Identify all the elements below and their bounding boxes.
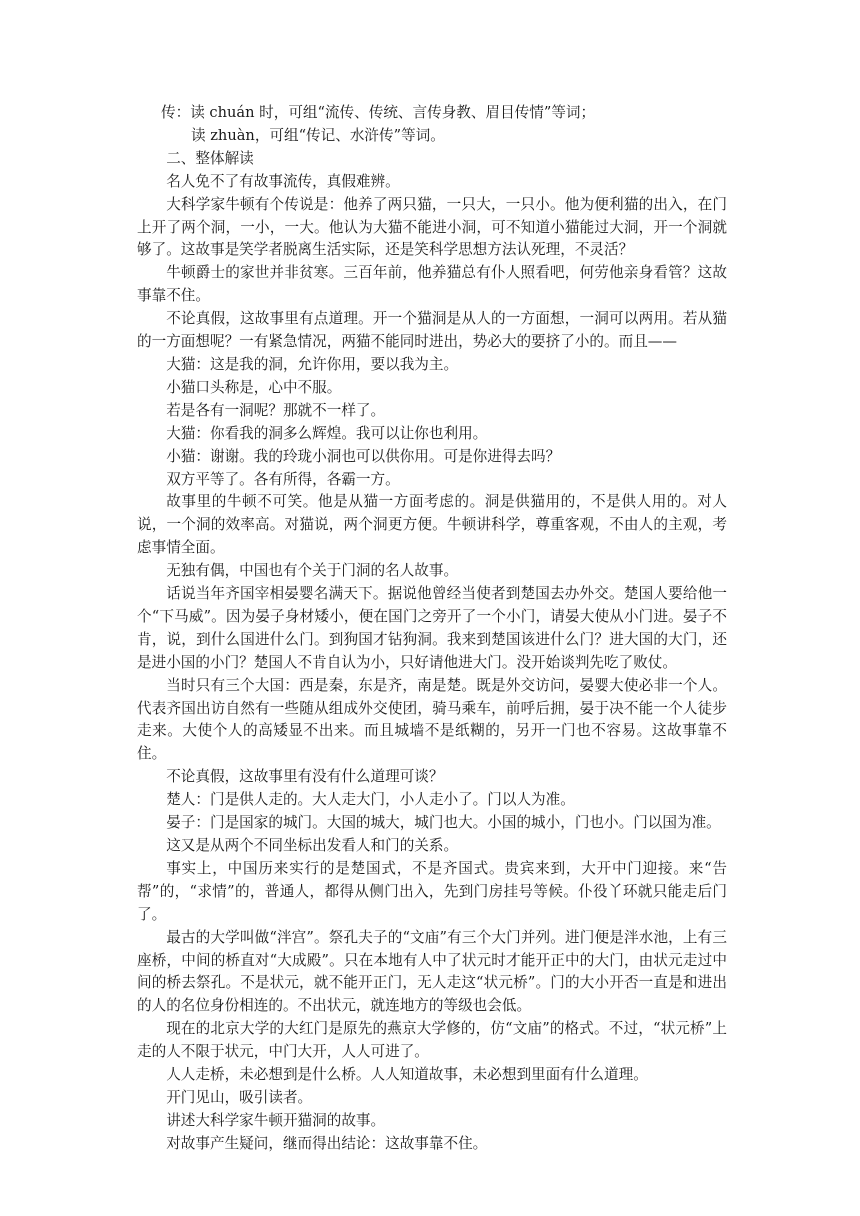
paragraph: 若是各有一洞呢？那就不一样了。 [166,401,386,419]
paragraph: 最古的大学叫做“泮宫”。祭孔夫子的“文庙”有三个大门并列。进门便是泮水池，上有三座桥，中间的桥直对“大成殿”。只在本地有人中了状元时才能开正中的大门，由状元走过中间的桥去祭孔。不是状元，就不能开正门，无人走这“状元桥”。门的大小开否一直是和进出的人的名位身份相连的。不出状元，就连地方的等级也会低。 [137,928,727,1015]
paragraph: 事实上，中国历来实行的是楚国式，不是齐国式。贵宾来到，大开中门迎接。来“告帮”的，“求情”的，普通人，都得从侧门出入，先到门房挂号等候。仆役丫环就只能走后门了。 [137,859,727,923]
paragraph: 当时只有三个大国：西是秦，东是齐，南是楚。既是外交访问，晏婴大使必非一个人。代表齐国出访自然有一些随从组成外交使团，骑马乘车，前呼后拥，晏于决不能一个人徒步走来。大使个人的高矮显不出来。而且城墙不是纸糊的，另开一门也不容易。这故事靠不住。 [137,676,727,763]
paragraph: 人人走桥，未必想到是什么桥。人人知道故事，未必想到里面有什么道理。 [166,1066,648,1084]
paragraph: 不论真假，这故事里有没有什么道理可谈？ [166,768,444,786]
paragraph: 牛顿爵士的家世并非贫寒。三百年前，他养猫总有仆人照看吧，何劳他亲身看管？这故事靠不住。 [137,264,727,305]
paragraph-pronunciation-zhuan: 读 zhuàn，可组“传记、水浒传”等词。 [191,126,445,144]
paragraph: 不论真假，这故事里有点道理。开一个猫洞是从人的一方面想，一洞可以两用。若从猫的一方面想呢？一有紧急情况，两猫不能同时进出，势必大的要挤了小的。而且—— [137,310,727,351]
paragraph: 无独有偶，中国也有个关于门洞的名人故事。 [166,562,459,580]
paragraph: 话说当年齐国宰相晏婴名满天下。据说他曾经当使者到楚国去办外交。楚国人要给他一个“下马威”。因为晏子身材矮小，便在国门之旁开了一个小门，请晏大使从小门进。晏子不肯，说，到什么国进什么门。到狗国才钻狗洞。我来到楚国该进什么门？进大国的大门，还是进小国的小门？楚国人不肯自认为小，只好请他进大门。没开始谈判先吃了败仗。 [137,585,727,671]
dialogue-line: 小猫：谢谢。我的玲珑小洞也可以供你用。可是你进得去吗？ [166,447,561,465]
paragraph: 双方平等了。各有所得，各霸一方。 [166,470,400,488]
paragraph: 小猫口头称是，心中不服。 [166,378,342,396]
paragraph: 大科学家牛顿有个传说是：他养了两只猫，一只大，一只小。他为便利猫的出入，在门上开了两个洞，一小，一大。他认为大猫不能进小洞，可不知道小猫能过大洞，开一个洞就够了。这故事是笑学者脱离生活实际，还是笑科学思想方法认死理，不灵活？ [137,195,727,259]
paragraph: 这又是从两个不同坐标出发看人和门的关系。 [166,837,459,854]
dialogue-line: 大猫：你看我的洞多么辉煌。我可以让你也利用。 [166,424,488,442]
annotation-line: 对故事产生疑问，继而得出结论：这故事靠不住。 [166,1134,488,1152]
dialogue-line: 大猫：这是我的洞，允许你用，要以我为主。 [166,355,459,373]
paragraph: 现在的北京大学的大红门是原先的燕京大学修的，仿“文庙”的格式。不过，“状元桥”上走的人不限于状元，中门大开，人人可进了。 [137,1020,727,1061]
paragraph: 名人免不了有故事流传，真假难辨。 [166,172,400,190]
document-body [137,102,727,1156]
section-heading: 二、整体解读 [166,149,254,167]
annotation-line: 讲述大科学家牛顿开猫洞的故事。 [166,1111,386,1129]
dialogue-line: 晏子：门是国家的城门。大国的城大，城门也大。小国的城小，门也小。门以国为准。 [166,814,721,832]
paragraph: 故事里的牛顿不可笑。他是从猫一方面考虑的。洞是供猫用的，不是供人用的。对人说，一个洞的效率高。对猫说，两个洞更方便。牛顿讲科学，尊重客观，不由人的主观，考虑事情全面。 [137,493,727,557]
annotation-line: 开门见山，吸引读者。 [166,1088,313,1106]
dialogue-line: 楚人：门是供人走的。大人走大门，小人走小了。门以人为准。 [166,791,575,809]
paragraph-pronunciation-chuan: 传：读 chuán 时，可组“流传、传统、言传身教、眉目传情”等词； [161,104,596,121]
